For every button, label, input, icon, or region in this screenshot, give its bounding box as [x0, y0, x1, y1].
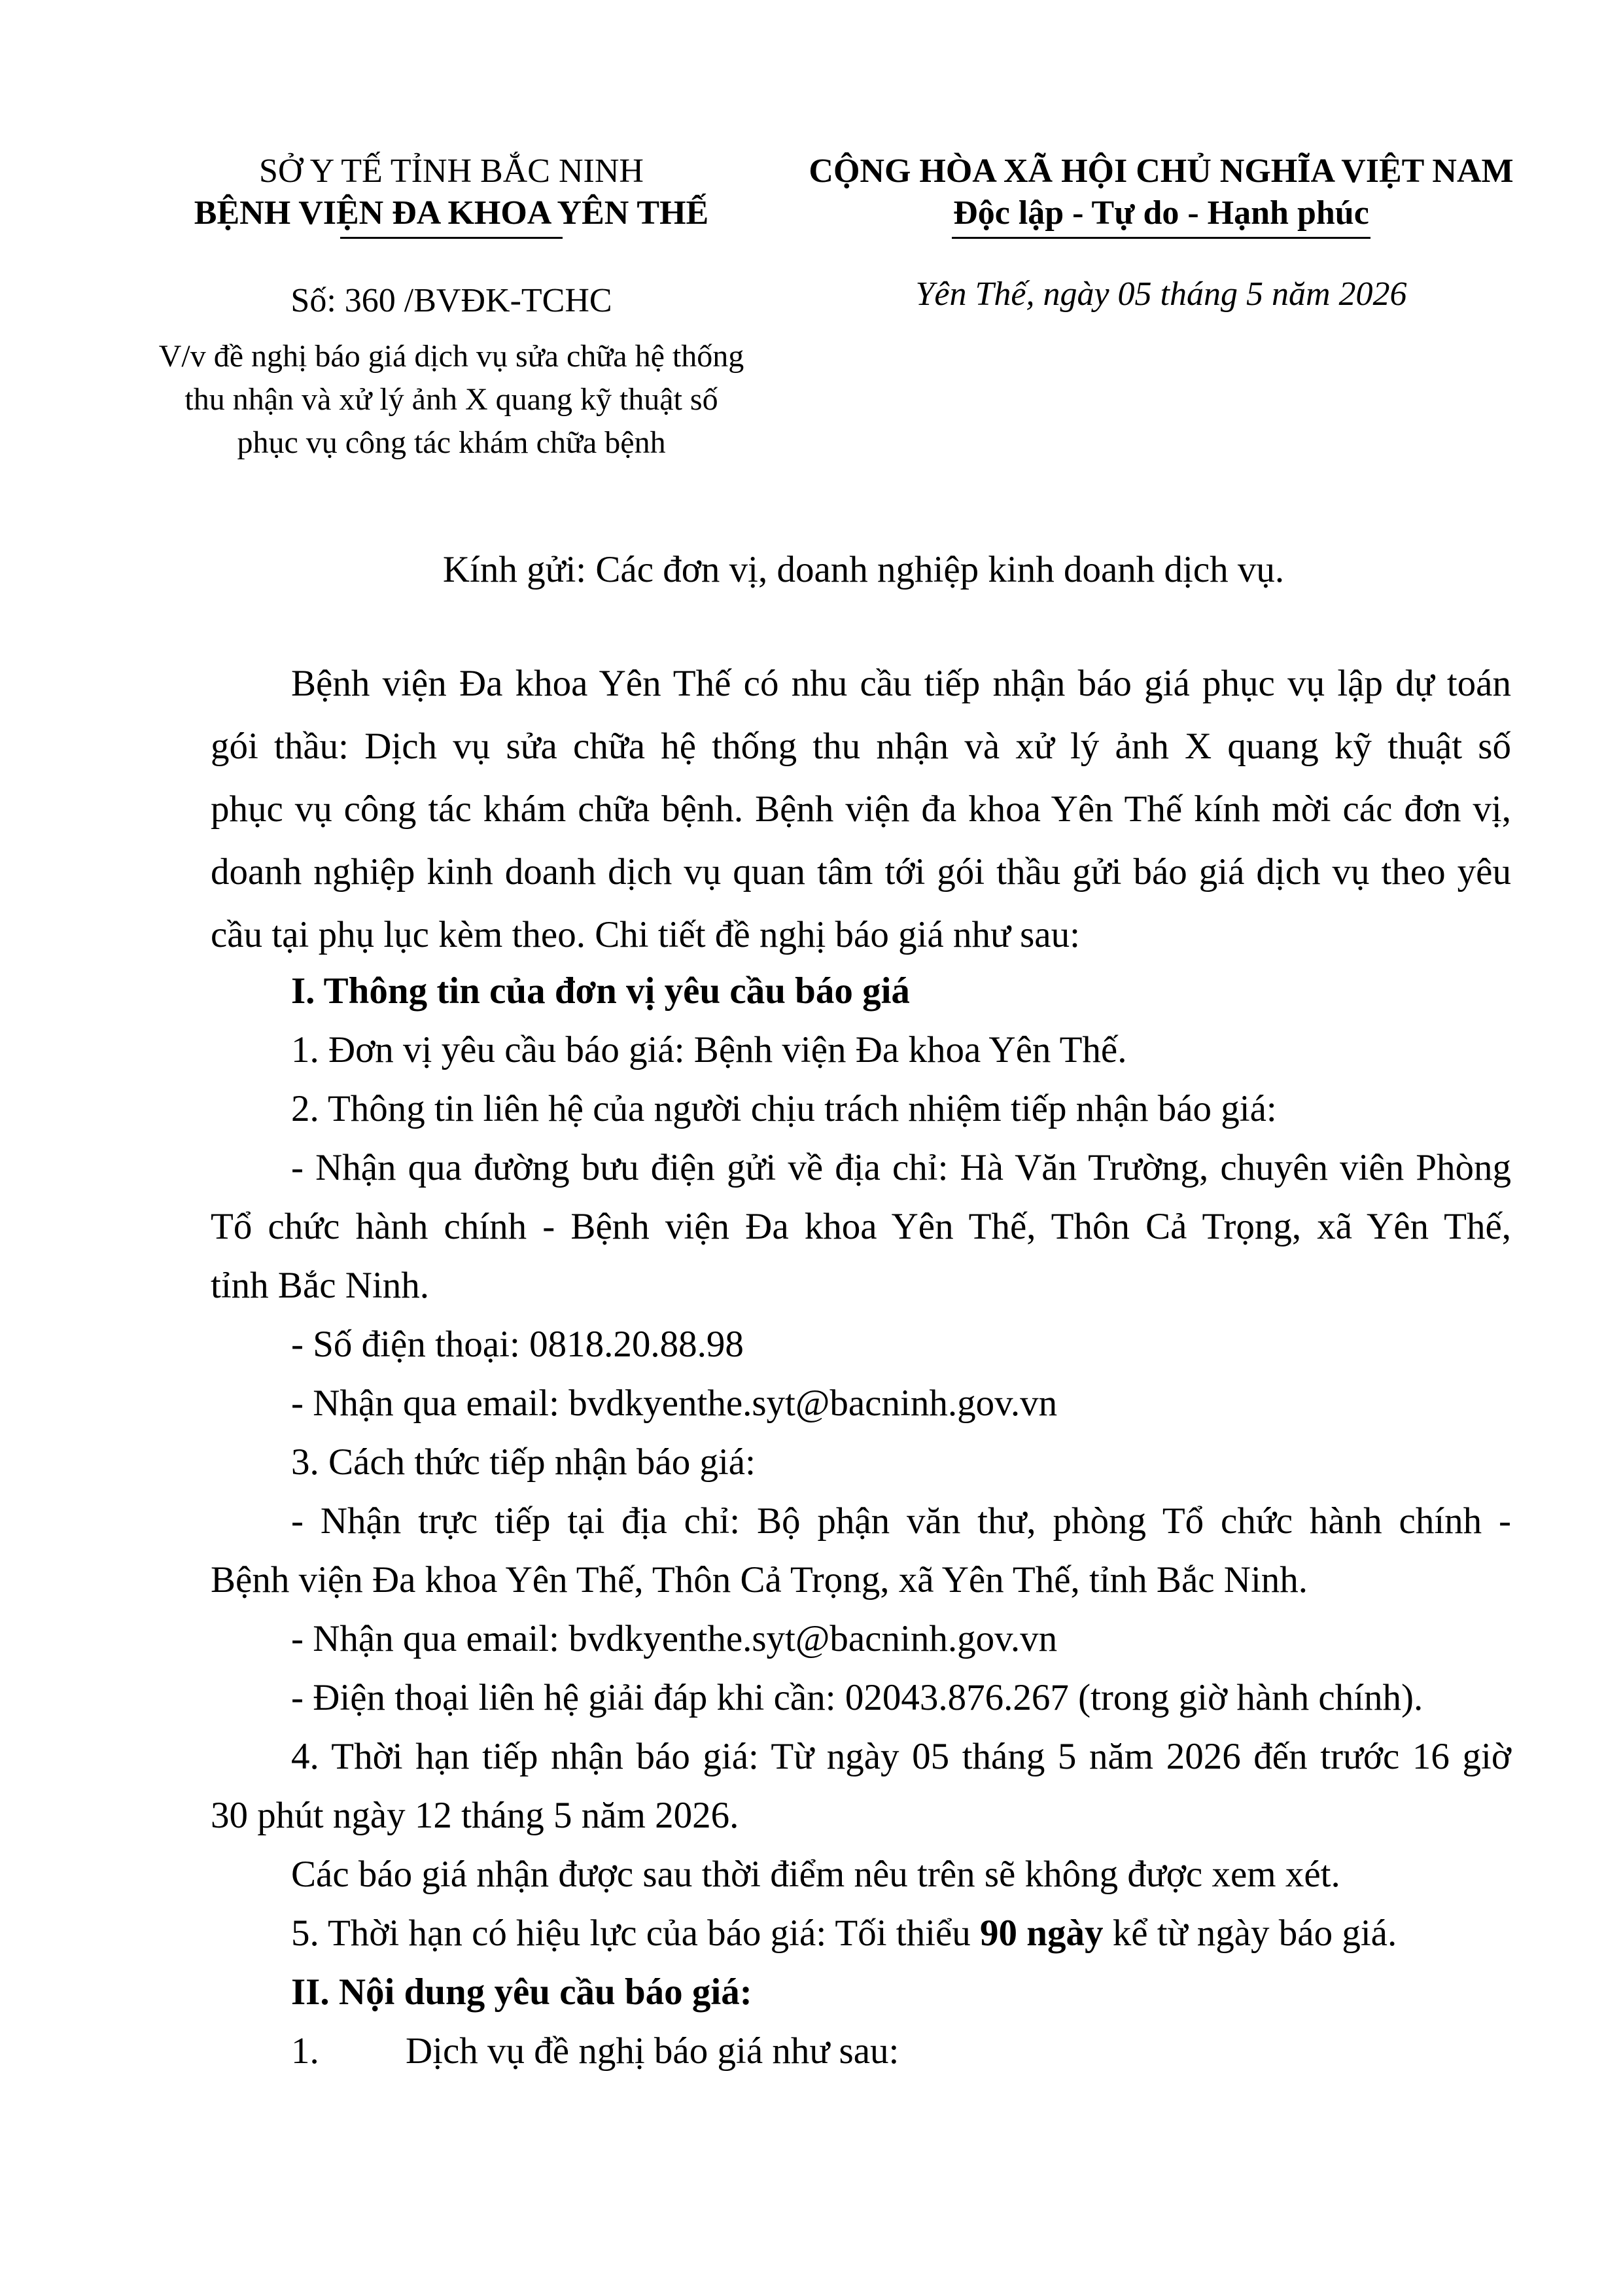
post-address-line: Tổ chức hành chính - Bệnh viện Đa khoa Yên Thế, Thôn Cả Trọng, xã Yên Thế,	[211, 1206, 1511, 1247]
phone-number: - Số điện thoại: 0818.20.88.98	[291, 1324, 744, 1365]
validity-line	[291, 1912, 1397, 1955]
service-item-text: Dịch vụ đề nghị báo giá như sau:	[406, 2030, 899, 2072]
direct-address-line: Bệnh viện Đa khoa Yên Thế, Thôn Cả Trọng, xã Yên Thế, tỉnh Bắc Ninh.	[211, 1559, 1308, 1600]
validity-prefix: 5. Thời hạn có hiệu lực của báo giá: Tối thiểu	[291, 1913, 980, 1954]
post-address-line: tỉnh Bắc Ninh.	[211, 1265, 430, 1306]
document-subject	[137, 335, 765, 465]
validity-days: 90 ngày	[980, 1913, 1104, 1954]
receipt-method-item: 3. Cách thức tiếp nhận báo giá:	[291, 1441, 756, 1483]
country-name: CỘNG HÒA XÃ HỘI CHỦ NGHĨA VIỆT NAM	[809, 152, 1514, 190]
intro-line: Bệnh viện Đa khoa Yên Thế có nhu cầu tiếp nhận báo giá phục vụ lập dự toán	[291, 663, 1511, 704]
requester-item: 1. Đơn vị yêu cầu báo giá: Bệnh viện Đa khoa Yên Thế.	[291, 1029, 1127, 1070]
intro-line: cầu tại phụ lục kèm theo. Chi tiết đề nghị báo giá như sau:	[211, 914, 1080, 955]
section-heading: II. Nội dung yêu cầu báo giá:	[291, 1971, 752, 2013]
subject-line: phục vụ công tác khám chữa bệnh	[237, 425, 666, 460]
service-item-number: 1.	[291, 2030, 319, 2072]
late-note: Các báo giá nhận được sau thời điểm nêu trên sẽ không được xem xét.	[291, 1854, 1340, 1895]
intro-line: gói thầu: Dịch vụ sửa chữa hệ thống thu nhận và xử lý ảnh X quang kỹ thuật số	[211, 726, 1511, 767]
document-number: Số: 360 /BVĐK-TCHC	[290, 282, 612, 319]
deadline-line: 30 phút ngày 12 tháng 5 năm 2026.	[211, 1795, 739, 1836]
recipient-line: Kính gửi: Các đơn vị, doanh nghiệp kinh doanh dịch vụ.	[442, 549, 1285, 590]
department-name: SỞ Y TẾ TỈNH BẮC NINH	[259, 152, 644, 190]
motto-underline	[952, 237, 1370, 239]
hotline-line: - Điện thoại liên hệ giải đáp khi cần: 02043.876.267 (trong giờ hành chính).	[291, 1677, 1423, 1718]
hospital-name: BỆNH VIỆN ĐA KHOA YÊN THẾ	[194, 194, 709, 232]
direct-address-line: - Nhận trực tiếp tại địa chỉ: Bộ phận văn thư, phòng Tổ chức hành chính -	[291, 1500, 1511, 1542]
place-date: Yên Thế, ngày 05 tháng 5 năm 2026	[915, 275, 1407, 313]
email-line: - Nhận qua email: bvdkyenthe.syt@bacninh.gov.vn	[291, 1383, 1058, 1424]
intro-line: doanh nghiệp kinh doanh dịch vụ quan tâm tới gói thầu gửi báo giá dịch vụ theo yêu	[211, 851, 1511, 892]
email-line: - Nhận qua email: bvdkyenthe.syt@bacninh.gov.vn	[291, 1618, 1058, 1659]
section-heading: I. Thông tin của đơn vị yêu cầu báo giá	[291, 970, 910, 1012]
validity-suffix: kể từ ngày báo giá.	[1103, 1913, 1397, 1954]
intro-line: phục vụ công tác khám chữa bệnh. Bệnh viện đa khoa Yên Thế kính mời các đơn vị,	[211, 788, 1511, 830]
subject-line: V/v đề nghị báo giá dịch vụ sửa chữa hệ thống	[158, 339, 744, 374]
national-motto: Độc lập - Tự do - Hạnh phúc	[953, 194, 1369, 232]
post-address-line: - Nhận qua đường bưu điện gửi về địa chỉ: Hà Văn Trường, chuyên viên Phòng	[291, 1147, 1511, 1188]
deadline-line: 4. Thời hạn tiếp nhận báo giá: Từ ngày 05 tháng 5 năm 2026 đến trước 16 giờ	[291, 1736, 1511, 1777]
subject-line: thu nhận và xử lý ảnh X quang kỹ thuật số	[184, 382, 718, 417]
contact-item: 2. Thông tin liên hệ của người chịu trách nhiệm tiếp nhận báo giá:	[291, 1088, 1277, 1129]
hospital-underline	[340, 237, 563, 239]
